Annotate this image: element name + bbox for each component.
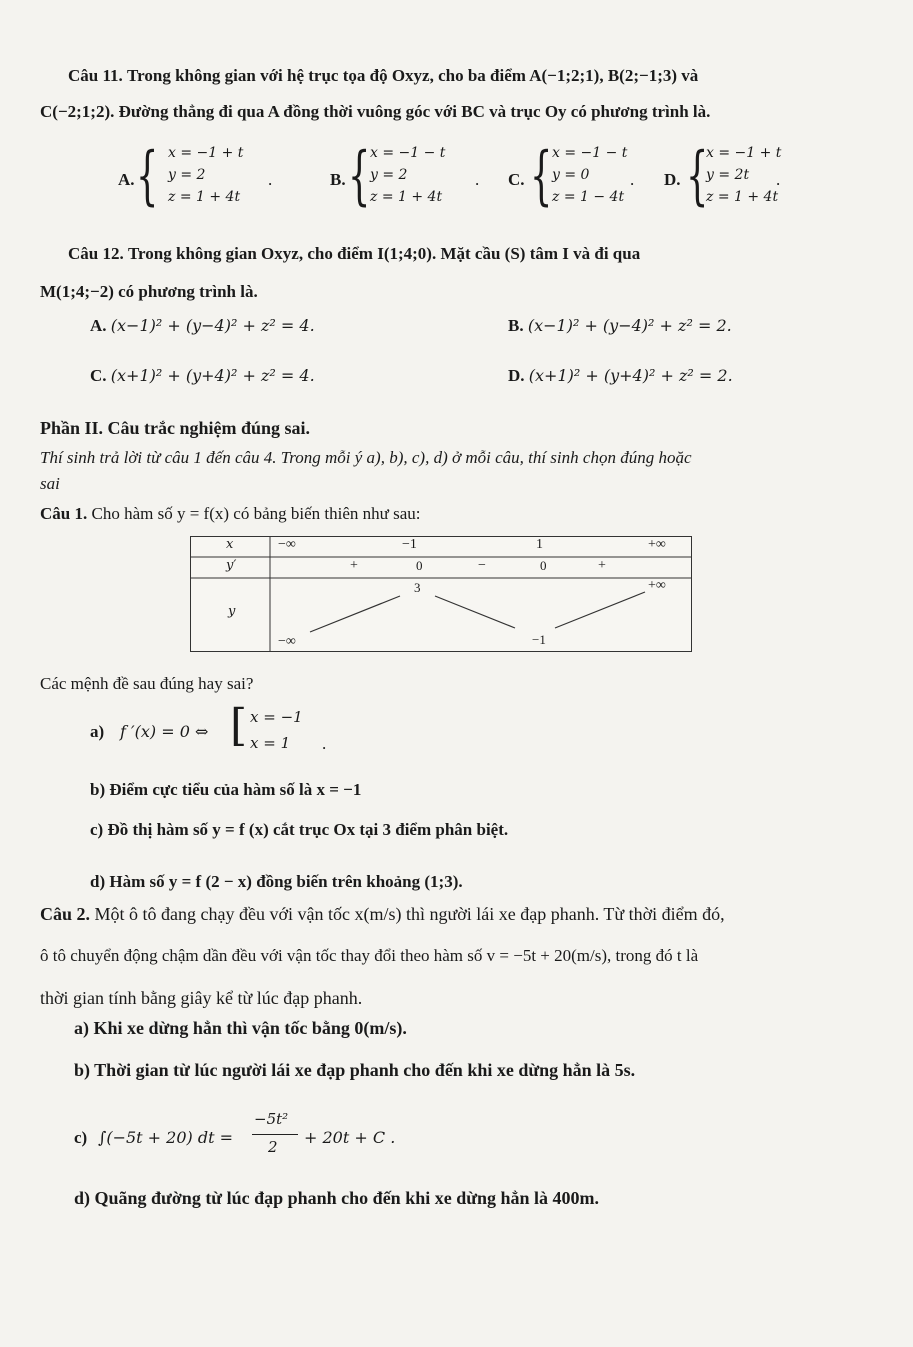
option-label: D.: [664, 170, 681, 189]
c1-prompt: Các mệnh đề sau đúng hay sai?: [40, 674, 254, 693]
x-value: 1: [536, 537, 543, 552]
equation: y = 2: [168, 167, 206, 183]
y-value: +∞: [648, 578, 666, 593]
c2-statement-a[interactable]: a) Khi xe dừng hẳn thì vận tốc bằng 0(m/s).: [74, 1018, 407, 1038]
option-label: A.: [118, 170, 135, 189]
integral-rhs: + 20t + C .: [304, 1128, 396, 1147]
table-yprime-label: y′: [226, 558, 237, 573]
c2-text-1: Một ô tô đang chạy đều với vận tốc x(m/s) thì người lái xe đạp phanh. Từ thời điểm đó,: [94, 904, 725, 924]
equation: z = 1 + 4t: [706, 189, 779, 205]
table-y-label: y: [228, 604, 236, 619]
fraction-denominator: 2: [268, 1138, 278, 1156]
y-value: −∞: [278, 634, 296, 649]
q12-text-2: M(1;4;−2) có phương trình là.: [40, 282, 258, 301]
option-label: B.: [508, 316, 524, 335]
case-2: x = 1: [250, 734, 291, 752]
statement-label: c): [74, 1128, 88, 1147]
c1-statement-b[interactable]: b) Điểm cực tiểu của hàm số là x = −1: [90, 780, 362, 799]
option-text: (x−1)² + (y−4)² + z² = 4.: [110, 316, 315, 335]
sign-value: +: [350, 558, 358, 573]
equation: x = −1 − t: [552, 145, 628, 161]
c2-statement-b[interactable]: b) Thời gian từ lúc người lái xe đạp phanh cho đến khi xe dừng hẳn là 5s.: [74, 1060, 636, 1080]
option-text: (x−1)² + (y−4)² + z² = 2.: [527, 316, 732, 335]
option-text: (x+1)² + (y+4)² + z² = 4.: [110, 366, 315, 385]
part2-instruction-tail: sai: [40, 474, 60, 493]
c1-statement-a[interactable]: [90, 700, 350, 766]
table-x-label: x: [226, 537, 234, 552]
y-value: 3: [414, 580, 421, 595]
c1-statement-c[interactable]: c) Đồ thị hàm số y = f (x) cắt trục Ox tại 3 điểm phân biệt.: [90, 820, 509, 839]
x-value: −∞: [278, 537, 296, 552]
brace-icon: {: [136, 139, 159, 213]
q12-number: Câu 12.: [68, 244, 124, 263]
sign-value: 0: [416, 558, 423, 573]
sign-value: 0: [540, 558, 547, 573]
sign-value: +: [598, 558, 606, 573]
equation: z = 1 + 4t: [370, 189, 443, 205]
c2-text-2: ô tô chuyển động chậm dần đều với vận tốc thay đổi theo hàm số v = −5t + 20(m/s), trong đó t là: [40, 946, 699, 965]
brace-icon: {: [348, 139, 371, 213]
part2-instruction: Thí sinh trả lời từ câu 1 đến câu 4. Trong mỗi ý a), b), c), d) ở mỗi câu, thí sinh chọn đúng hoặc: [40, 448, 692, 467]
equation: x = −1 + t: [168, 145, 244, 161]
option-tail: .: [475, 170, 480, 189]
sign-value: −: [478, 558, 486, 573]
option-label: C.: [90, 366, 107, 385]
q11-text-2: C(−2;1;2). Đường thẳng đi qua A đồng thời vuông góc với BC và trục Oy có phương trình là.: [40, 102, 711, 121]
part2-heading: Phần II. Câu trắc nghiệm đúng sai.: [40, 418, 311, 438]
brace-icon: {: [686, 139, 709, 213]
c2-statement-d[interactable]: d) Quãng đường từ lúc đạp phanh cho đến khi xe dừng hẳn là 400m.: [74, 1188, 600, 1208]
q11-line1: [68, 66, 698, 86]
option-label: D.: [508, 366, 525, 385]
q12-text-1: Trong không gian Oxyz, cho điểm I(1;4;0). Mặt cầu (S) tâm I và đi qua: [127, 244, 641, 263]
c2-text-3: thời gian tính bằng giây kể từ lúc đạp phanh.: [40, 988, 363, 1008]
option-tail: .: [268, 170, 273, 189]
option-label: C.: [508, 170, 525, 189]
statement-label: a): [90, 722, 105, 741]
q11-text-1: Trong không gian với hệ trục tọa độ Oxyz, cho ba điểm A(−1;2;1), B(2;−1;3) và: [127, 66, 699, 85]
option-label: A.: [90, 316, 107, 335]
variation-table: [190, 536, 692, 652]
equation: y = 2: [370, 167, 408, 183]
option-label: B.: [330, 170, 346, 189]
equation: y = 0: [552, 167, 590, 183]
option-tail: .: [776, 170, 781, 189]
q12-option-d[interactable]: [508, 366, 733, 386]
c2-line1: [40, 904, 725, 925]
equation: z = 1 + 4t: [168, 189, 241, 205]
x-value: +∞: [648, 537, 666, 552]
statement-lhs: f ′(x) = 0 ⇔: [120, 722, 209, 741]
option-text: (x+1)² + (y+4)² + z² = 2.: [528, 366, 733, 385]
y-value: −1: [532, 632, 546, 647]
q12-option-c[interactable]: [90, 366, 315, 386]
q12-option-a[interactable]: [90, 316, 315, 336]
equation: x = −1 − t: [370, 145, 446, 161]
statement-tail: .: [322, 734, 327, 753]
c1-text: Cho hàm số y = f(x) có bảng biến thiên như sau:: [91, 504, 421, 523]
case-1: x = −1: [250, 708, 303, 726]
c1-number: Câu 1.: [40, 504, 88, 523]
fraction-numerator: −5t²: [254, 1110, 289, 1128]
c2-statement-c[interactable]: [74, 1106, 434, 1166]
equation: x = −1 + t: [706, 145, 782, 161]
c2-number: Câu 2.: [40, 904, 91, 924]
integral-lhs: ∫(−5t + 20) dt =: [98, 1128, 234, 1147]
q12-option-b[interactable]: [508, 316, 732, 336]
c1-stem: [40, 504, 420, 524]
q11-number: Câu 11.: [68, 66, 123, 85]
q12-line1: [68, 244, 640, 264]
fraction-bar: [252, 1134, 298, 1135]
option-tail: .: [630, 170, 635, 189]
brace-icon: {: [530, 139, 553, 213]
bracket-icon: [: [230, 700, 248, 751]
x-value: −1: [402, 537, 417, 552]
equation: y = 2t: [706, 167, 750, 183]
c1-statement-d[interactable]: d) Hàm số y = f (2 − x) đồng biến trên khoảng (1;3).: [90, 872, 463, 891]
equation: z = 1 − 4t: [552, 189, 625, 205]
